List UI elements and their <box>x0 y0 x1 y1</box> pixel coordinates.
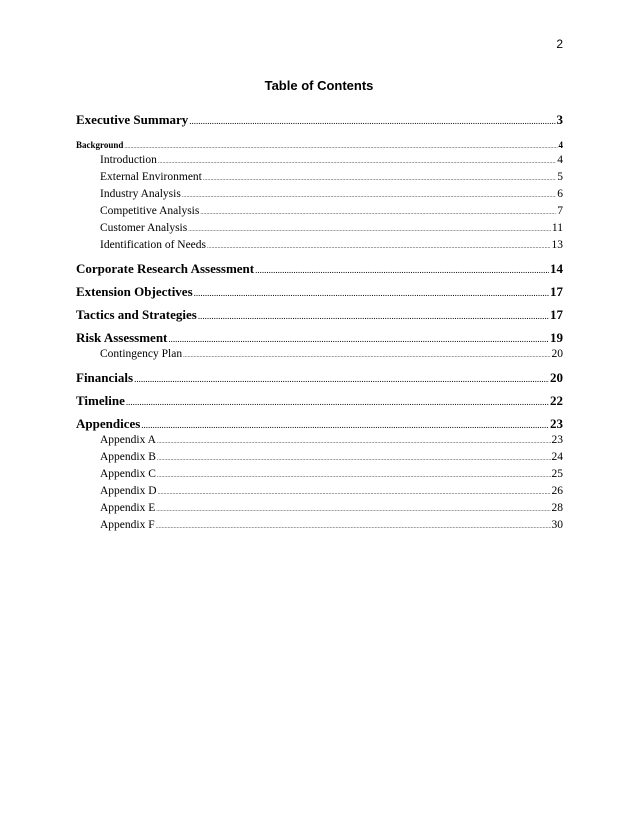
toc-entry-appendix-c[interactable] <box>76 467 563 484</box>
toc-entry-financials[interactable] <box>76 370 563 387</box>
toc-entry-page: 4 <box>558 140 563 150</box>
dot-leader <box>157 452 551 467</box>
dot-leader <box>156 503 550 518</box>
dot-leader <box>194 285 549 301</box>
toc-entry-page: 17 <box>550 307 563 322</box>
toc-entry-label: Tactics and Strategies <box>76 307 197 322</box>
toc-entry-label: Appendix A <box>100 434 156 446</box>
dot-leader <box>157 435 551 450</box>
toc-entry-page: 11 <box>551 222 563 234</box>
toc-entry-page: 23 <box>551 434 563 446</box>
toc-entry-appendix-a[interactable] <box>76 433 563 450</box>
toc-entry-page: 7 <box>557 205 563 217</box>
toc-entry-label: Introduction <box>100 154 157 166</box>
toc-entry-page: 22 <box>550 393 563 408</box>
toc-entry-page: 28 <box>551 502 563 514</box>
dot-leader <box>126 394 549 410</box>
toc-entry-label: Timeline <box>76 393 125 408</box>
toc-entry-label: Background <box>76 140 124 150</box>
toc-entry-corporate-research-assessment[interactable] <box>76 261 563 278</box>
toc-entry-customer-analysis[interactable] <box>76 221 563 238</box>
dot-leader <box>134 371 549 387</box>
toc-entry-label: Competitive Analysis <box>100 205 200 217</box>
toc-entry-label: Risk Assessment <box>76 330 168 345</box>
toc-entry-page: 25 <box>551 468 563 480</box>
table-of-contents <box>76 112 563 535</box>
toc-entry-tactics-and-strategies[interactable] <box>76 307 563 324</box>
toc-entry-page: 19 <box>550 330 563 345</box>
toc-entry-label: Financials <box>76 370 134 385</box>
toc-entry-background[interactable] <box>76 139 563 153</box>
dot-leader <box>255 262 549 278</box>
toc-entry-executive-summary[interactable] <box>76 112 563 129</box>
toc-entry-label: Appendix B <box>100 451 156 463</box>
dot-leader <box>158 486 551 501</box>
toc-entry-page: 24 <box>551 451 563 463</box>
toc-entry-label: Appendix F <box>100 519 155 531</box>
toc-entry-contingency-plan[interactable] <box>76 347 563 364</box>
toc-entry-risk-assessment[interactable] <box>76 330 563 347</box>
toc-title: Table of Contents <box>264 78 374 93</box>
toc-entry-page: 4 <box>557 154 563 166</box>
toc-entry-page: 23 <box>550 416 563 431</box>
toc-entry-label: Appendix C <box>100 468 156 480</box>
dot-leader <box>183 349 550 364</box>
toc-entry-label: Contingency Plan <box>100 348 183 360</box>
toc-entry-page: 14 <box>550 261 563 276</box>
toc-entry-appendix-b[interactable] <box>76 450 563 467</box>
toc-entry-page: 30 <box>551 519 563 531</box>
dot-leader <box>156 520 551 535</box>
toc-entry-appendix-d[interactable] <box>76 484 563 501</box>
dot-leader <box>200 206 556 221</box>
toc-entry-extension-objectives[interactable] <box>76 284 563 301</box>
toc-entry-appendices[interactable] <box>76 416 563 433</box>
toc-entry-label: External Environment <box>100 171 202 183</box>
dot-leader <box>168 331 549 347</box>
dot-leader <box>203 172 556 187</box>
toc-entry-identification-of-needs[interactable] <box>76 238 563 255</box>
dot-leader <box>188 223 551 238</box>
toc-entry-external-environment[interactable] <box>76 170 563 187</box>
toc-entry-label: Executive Summary <box>76 112 189 127</box>
dot-leader <box>189 113 555 129</box>
toc-entry-label: Customer Analysis <box>100 222 188 234</box>
toc-entry-label: Appendices <box>76 416 141 431</box>
toc-entry-page: 5 <box>557 171 563 183</box>
dot-leader <box>157 469 551 484</box>
dot-leader <box>207 240 550 255</box>
toc-entry-label: Appendix D <box>100 485 157 497</box>
dot-leader <box>198 308 549 324</box>
toc-entry-page: 26 <box>551 485 563 497</box>
toc-entry-page: 6 <box>557 188 563 200</box>
dot-leader <box>124 141 557 153</box>
dot-leader <box>182 189 556 204</box>
dot-leader <box>141 417 549 433</box>
toc-entry-timeline[interactable] <box>76 393 563 410</box>
toc-entry-page: 3 <box>556 112 563 127</box>
toc-entry-introduction[interactable] <box>76 153 563 170</box>
toc-entry-competitive-analysis[interactable] <box>76 204 563 221</box>
page-number: 2 <box>556 37 563 51</box>
toc-entry-appendix-f[interactable] <box>76 518 563 535</box>
toc-entry-page: 13 <box>551 239 563 251</box>
dot-leader <box>158 155 556 170</box>
toc-entry-label: Appendix E <box>100 502 156 514</box>
toc-entry-industry-analysis[interactable] <box>76 187 563 204</box>
toc-entry-label: Identification of Needs <box>100 239 207 251</box>
toc-entry-page: 20 <box>550 370 563 385</box>
toc-entry-appendix-e[interactable] <box>76 501 563 518</box>
toc-entry-page: 17 <box>550 284 563 299</box>
toc-entry-page: 20 <box>551 348 563 360</box>
toc-entry-label: Industry Analysis <box>100 188 181 200</box>
toc-entry-label: Extension Objectives <box>76 284 193 299</box>
toc-entry-label: Corporate Research Assessment <box>76 261 255 276</box>
